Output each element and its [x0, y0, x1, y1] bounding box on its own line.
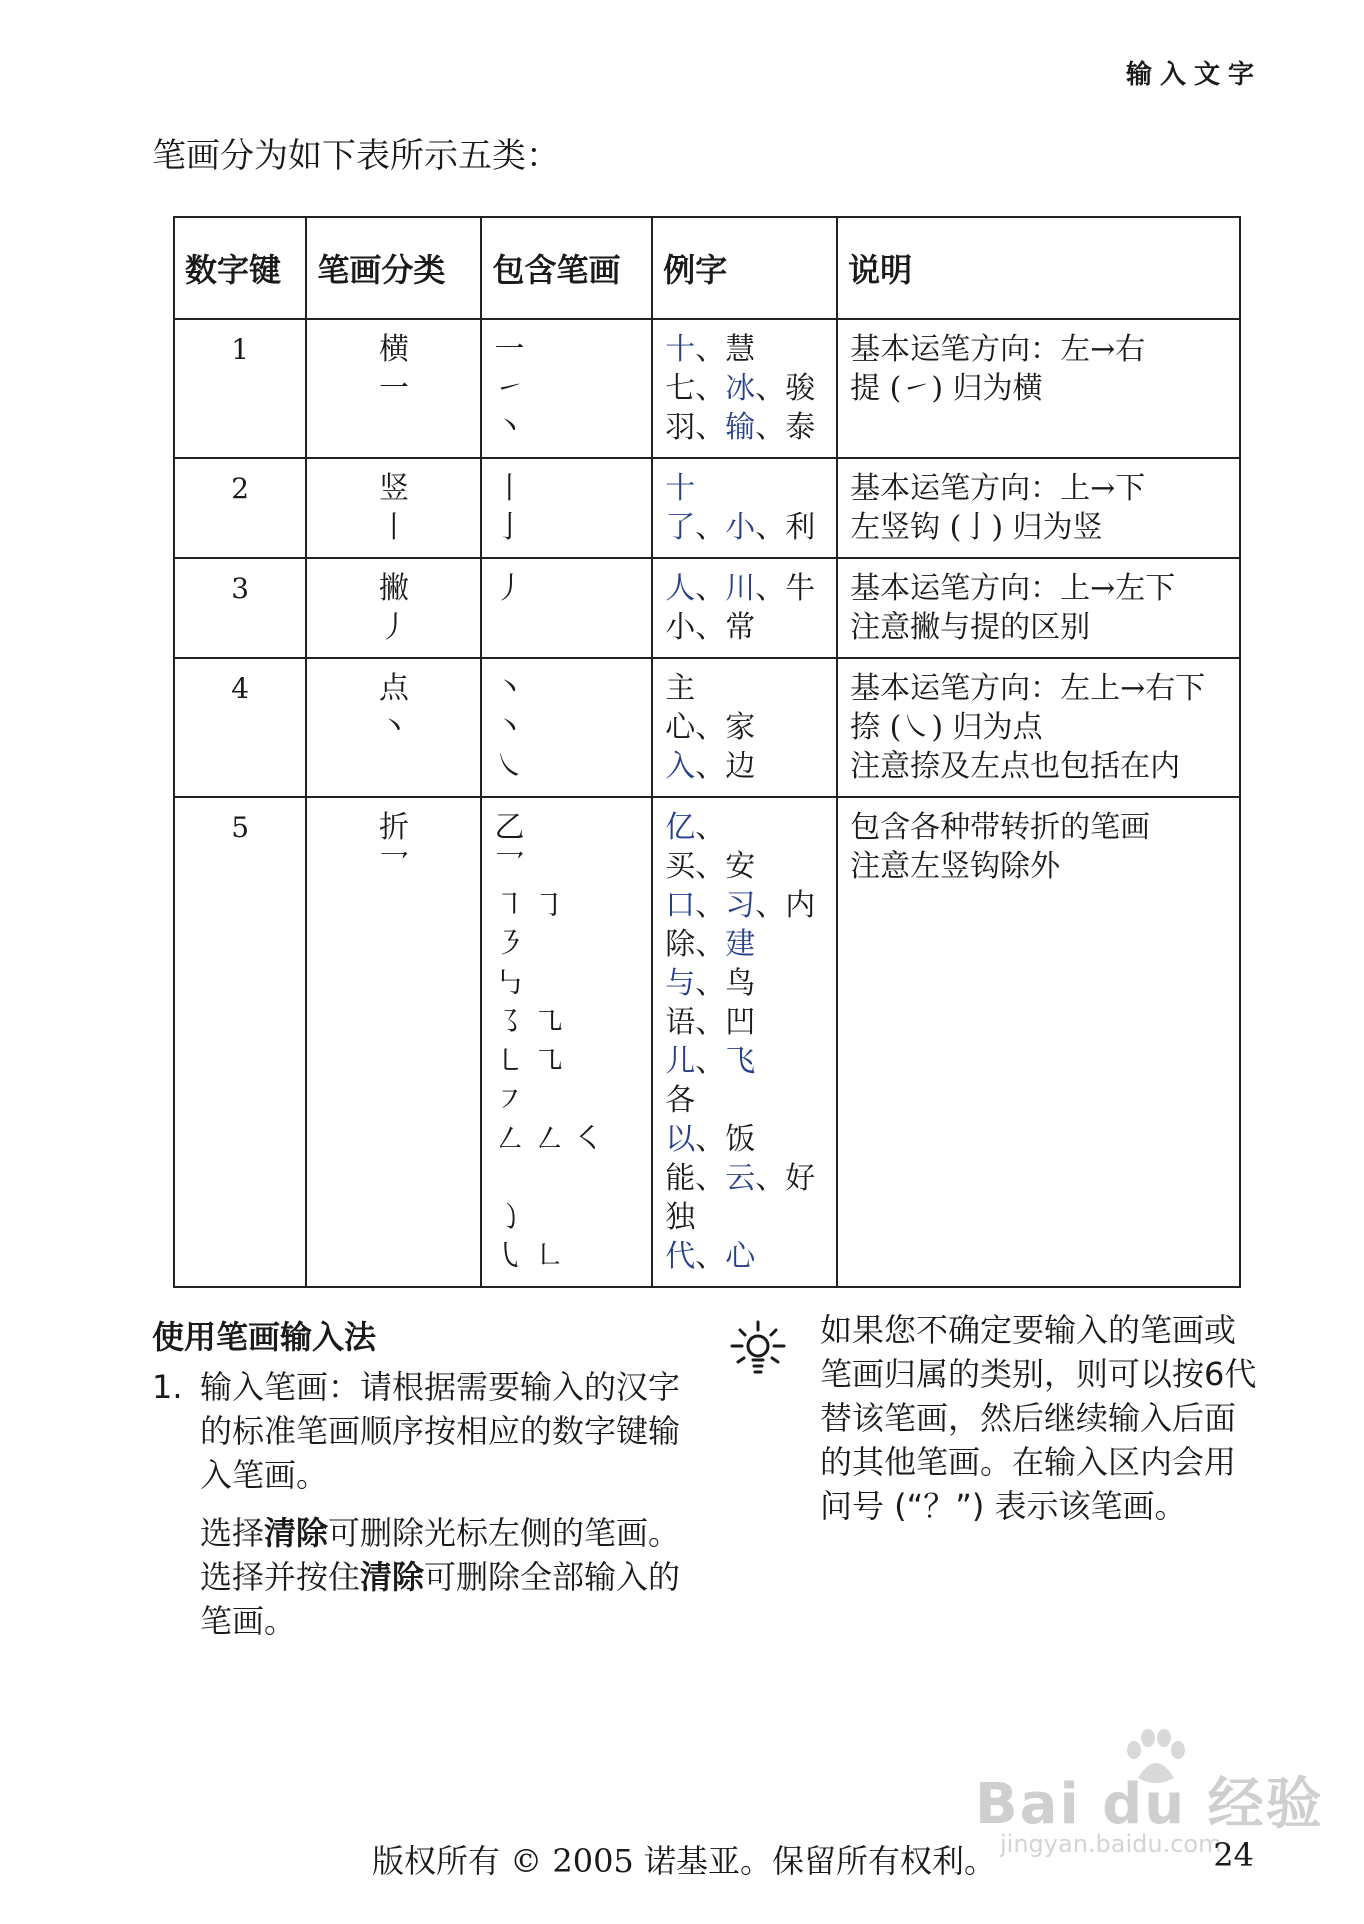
intro-text: 笔画分为如下表所示五类： — [152, 136, 560, 176]
category-name: 撇 — [378, 571, 409, 606]
example-char: 小 — [665, 610, 696, 645]
example-char: 、 — [695, 332, 726, 367]
example-line — [665, 469, 824, 508]
example-char: 、 — [695, 927, 726, 962]
example-char: 、 — [695, 571, 726, 606]
note-line: 左竖钩 (亅) 归为竖 — [850, 510, 1103, 545]
cell-key: 1 — [174, 319, 306, 458]
step-number: 1. — [152, 1368, 183, 1406]
cell-examples — [652, 319, 837, 458]
stroke-glyph: 丶 — [494, 671, 525, 706]
example-char: 七 — [665, 371, 696, 406]
example-char: 、 — [755, 510, 786, 545]
clear-text-c: 可删除全部输入的笔画。 — [200, 1558, 681, 1640]
note-line: 捺 (㇏) 归为点 — [850, 710, 1043, 745]
table-header-row — [174, 217, 1240, 319]
page-number: 24 — [1213, 1836, 1254, 1874]
note-line: 注意撇与提的区别 — [850, 610, 1091, 645]
example-char: 凹 — [725, 1005, 756, 1040]
header-strokes: 包含笔画 — [481, 217, 652, 319]
example-char: 内 — [785, 888, 816, 923]
stroke-glyph: 乛 — [494, 849, 525, 884]
step-text: 输入笔画：请根据需要输入的汉字的标准笔画顺序按相应的数字键输入笔画。 — [200, 1368, 681, 1494]
example-char: 家 — [725, 710, 756, 745]
cell-key: 3 — [174, 558, 306, 658]
stroke-glyph: 亅 — [494, 510, 525, 545]
example-char: 十 — [665, 332, 696, 367]
example-char: 口 — [665, 888, 696, 923]
example-char: 利 — [785, 510, 816, 545]
example-char: 、 — [695, 810, 726, 845]
tip-text-b: 代替该笔画，然后继续输入后面的其他笔画。在输入区内会用问号 (“？”) 表示该笔画。 — [820, 1355, 1257, 1525]
tip-text — [820, 1308, 1260, 1528]
table-row — [174, 797, 1240, 1287]
cell-notes — [837, 797, 1240, 1287]
example-char: 买 — [665, 849, 696, 884]
tip-key: 6 — [1204, 1355, 1225, 1393]
table-row — [174, 319, 1240, 458]
example-line — [665, 1081, 824, 1120]
category-name: 折 — [378, 810, 409, 845]
cell-strokes — [481, 458, 652, 558]
cell-notes — [837, 319, 1240, 458]
note-line: 提 (㇀) 归为横 — [850, 371, 1043, 406]
example-char: 泰 — [785, 410, 816, 445]
example-char: 常 — [725, 610, 756, 645]
clear-keyword: 清除 — [264, 1514, 329, 1552]
stroke-table — [173, 216, 1241, 1288]
example-line — [665, 1237, 824, 1276]
example-char: 以 — [665, 1122, 696, 1157]
example-line — [665, 964, 824, 1003]
cell-category — [306, 558, 481, 658]
example-char: 、 — [695, 849, 726, 884]
category-glyph: 丶 — [378, 710, 409, 745]
example-char: 安 — [725, 849, 756, 884]
category-name: 竖 — [378, 471, 409, 506]
category-glyph: 丨 — [378, 510, 409, 545]
example-char: 心 — [725, 1239, 756, 1274]
cell-strokes — [481, 319, 652, 458]
example-char: 代 — [665, 1239, 696, 1274]
example-char: 习 — [725, 888, 756, 923]
example-char: 边 — [725, 749, 756, 784]
example-char: 、 — [695, 610, 726, 645]
stroke-glyph: ㇄ ㇈ — [494, 1044, 565, 1079]
example-char: 、 — [695, 749, 726, 784]
lightbulb-icon — [730, 1318, 786, 1378]
watermark-brand: Bai du 经验 — [975, 1772, 1324, 1837]
cell-strokes — [481, 558, 652, 658]
example-char: 好 — [785, 1161, 816, 1196]
header-key: 数字键 — [174, 217, 306, 319]
example-char: 、 — [695, 510, 726, 545]
example-char: 饭 — [725, 1122, 756, 1157]
clear-keyword-2: 清除 — [360, 1558, 425, 1596]
example-char: 、 — [695, 710, 726, 745]
example-line — [665, 1120, 824, 1159]
note-line: 基本运笔方向：上→下 — [850, 471, 1146, 506]
category-glyph: 一 — [378, 371, 409, 406]
example-char: 儿 — [665, 1044, 696, 1079]
example-char: 、 — [755, 410, 786, 445]
example-line — [665, 747, 824, 786]
example-char: 入 — [665, 749, 696, 784]
stroke-glyph: ㇌ ㇈ — [494, 1005, 565, 1040]
cell-category — [306, 458, 481, 558]
example-char: 、 — [755, 571, 786, 606]
example-line — [665, 925, 824, 964]
table-row — [174, 558, 1240, 658]
example-char: 各 — [665, 1083, 696, 1118]
stroke-glyph: 丶 — [494, 710, 525, 745]
example-char: 输 — [725, 410, 756, 445]
example-char: 、 — [695, 1161, 726, 1196]
cell-strokes — [481, 658, 652, 797]
example-char: 十 — [665, 471, 696, 506]
stroke-glyph: 丿 — [494, 571, 525, 606]
example-char: 川 — [725, 571, 756, 606]
stroke-glyph: 丨 — [494, 471, 525, 506]
cell-category — [306, 658, 481, 797]
example-char: 牛 — [785, 571, 816, 606]
example-line — [665, 1198, 824, 1237]
example-char: 冰 — [725, 371, 756, 406]
example-line — [665, 608, 824, 647]
example-char: 、 — [695, 966, 726, 1001]
note-line: 基本运笔方向：左上→右下 — [850, 671, 1206, 706]
note-line: 注意左竖钩除外 — [850, 849, 1061, 884]
note-line: 基本运笔方向：左→右 — [850, 332, 1146, 367]
example-line — [665, 508, 824, 547]
stroke-glyph: ㇜ ㇜ ㇛ — [494, 1122, 604, 1157]
cell-notes — [837, 558, 1240, 658]
example-char: 、 — [695, 1005, 726, 1040]
clear-instruction — [200, 1511, 692, 1643]
stroke-glyph — [494, 1159, 639, 1198]
example-line — [665, 886, 824, 925]
example-char: 慧 — [725, 332, 756, 367]
note-line: 注意捺及左点也包括在内 — [850, 749, 1181, 784]
example-char: 语 — [665, 1005, 696, 1040]
example-char: 主 — [665, 671, 696, 706]
watermark-url: jingyan.baidu.com — [1000, 1830, 1222, 1858]
example-char: 心 — [665, 710, 696, 745]
example-char: 鸟 — [725, 966, 756, 1001]
table-row — [174, 658, 1240, 797]
stroke-glyph: 丶 — [494, 410, 525, 445]
example-char: 飞 — [725, 1044, 756, 1079]
example-char: 能 — [665, 1161, 696, 1196]
example-line — [665, 330, 824, 369]
stroke-glyph: ㇉ — [494, 966, 525, 1001]
cell-examples — [652, 558, 837, 658]
category-name: 横 — [378, 332, 409, 367]
example-char: 建 — [725, 927, 756, 962]
clear-text-b: 可删除光标左侧的笔画。选择并按住 — [200, 1514, 681, 1596]
stroke-glyph: ㇇ — [494, 1083, 525, 1118]
stroke-glyph: ㇀ — [494, 371, 525, 406]
example-line — [665, 1042, 824, 1081]
stroke-glyph: ㇏ — [494, 749, 525, 784]
example-line — [665, 1003, 824, 1042]
header-title: 输入文字 — [1125, 60, 1262, 90]
example-char: 云 — [725, 1161, 756, 1196]
example-line — [665, 669, 824, 708]
example-char: 了 — [665, 510, 696, 545]
example-char: 与 — [665, 966, 696, 1001]
example-char: 羽 — [665, 410, 696, 445]
example-char: 、 — [695, 410, 726, 445]
category-glyph: 丿 — [378, 610, 409, 645]
header-notes: 说明 — [837, 217, 1240, 319]
stroke-glyph: ㇕ ㇆ — [494, 888, 565, 923]
cell-category — [306, 797, 481, 1287]
example-line — [665, 1159, 824, 1198]
cell-key: 4 — [174, 658, 306, 797]
example-char: 、 — [695, 888, 726, 923]
cell-notes — [837, 658, 1240, 797]
section-title: 使用笔画输入法 — [152, 1318, 377, 1356]
note-line: 基本运笔方向：上→左下 — [850, 571, 1176, 606]
cell-examples — [652, 458, 837, 558]
header-category: 笔画分类 — [306, 217, 481, 319]
cell-category — [306, 319, 481, 458]
example-line — [665, 569, 824, 608]
cell-examples — [652, 658, 837, 797]
stroke-glyph: ㇁ — [494, 1200, 525, 1235]
table-row — [174, 458, 1240, 558]
clear-text-a: 选择 — [200, 1514, 265, 1552]
header-examples: 例字 — [652, 217, 837, 319]
example-char: 小 — [725, 510, 756, 545]
example-line — [665, 808, 824, 847]
cell-examples — [652, 797, 837, 1287]
example-char: 、 — [755, 888, 786, 923]
cell-key: 5 — [174, 797, 306, 1287]
stroke-glyph: ㇋ — [494, 927, 525, 962]
example-char: 除 — [665, 927, 696, 962]
example-char: 、 — [755, 371, 786, 406]
footer-copyright: 版权所有 © 2005 诺基亚。保留所有权利。 — [372, 1842, 996, 1880]
stroke-glyph: 一 — [494, 332, 525, 367]
example-char: 、 — [755, 1161, 786, 1196]
example-char: 独 — [665, 1200, 696, 1235]
cell-notes — [837, 458, 1240, 558]
example-char: 、 — [695, 1239, 726, 1274]
example-char: 、 — [695, 371, 726, 406]
example-line — [665, 847, 824, 886]
stroke-glyph: ㇂ ㇗ — [494, 1239, 565, 1274]
cell-strokes — [481, 797, 652, 1287]
example-char: 骏 — [785, 371, 816, 406]
category-name: 点 — [378, 671, 409, 706]
tip-text-a: 如果您不确定要输入的笔画或笔画归属的类别，则可以按 — [820, 1311, 1237, 1393]
example-char: 、 — [695, 1122, 726, 1157]
cell-key: 2 — [174, 458, 306, 558]
category-glyph: 乛 — [378, 849, 409, 884]
example-line — [665, 408, 824, 447]
example-char: 人 — [665, 571, 696, 606]
example-line — [665, 369, 824, 408]
example-char: 、 — [695, 1044, 726, 1079]
example-char: 亿 — [665, 810, 696, 845]
note-line: 包含各种带转折的笔画 — [850, 810, 1151, 845]
example-line — [665, 708, 824, 747]
stroke-glyph: 乙 — [494, 810, 525, 845]
step-1 — [152, 1365, 692, 1657]
